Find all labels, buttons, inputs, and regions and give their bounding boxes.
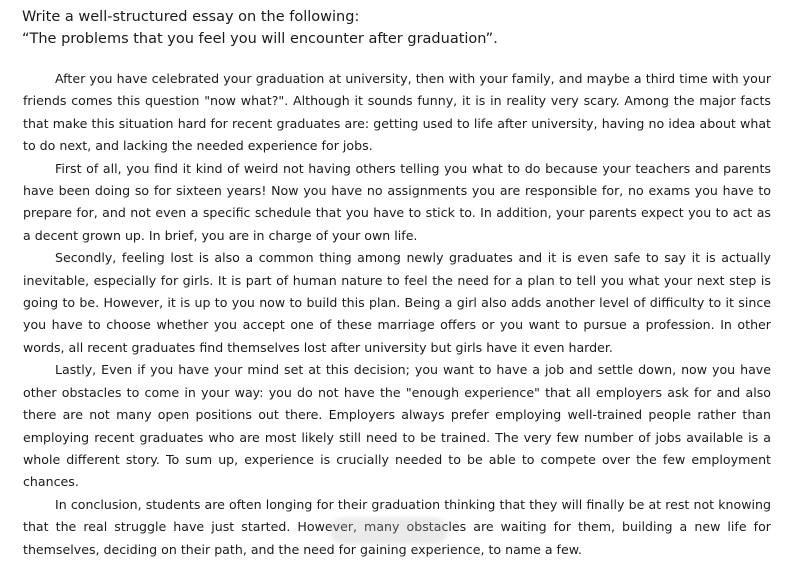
essay-prompt (22, 6, 498, 50)
essay-paragraph-intro: After you have celebrated your graduation at university, then with your family, and maybe a third time with your friends comes this question "now what?". Although it sounds funny, it is in reality very scary. Among the major facts that make this situation hard for recent graduates are: getting used to life after university, having no idea about what to do next, and lacking the needed experience for jobs. (23, 71, 771, 154)
essay-paragraph-third: Lastly, Even if you have your mind set at this decision; you want to have a job and settle down, now you have other obstacles to come in your way: you do not have the "enough experience" that all employers ask for and also there are not many open positions out there. Employers always prefer employing well-trained people rather than employing recent graduates who are most likely still need to be trained. The very few number of jobs available is a whole different story. To sum up, experience is crucially needed to be able to compete over the few employment chances. (23, 362, 771, 490)
watermark-smudge (330, 518, 448, 544)
essay-paragraph-conclusion: In conclusion, students are often longing for their graduation thinking that they will finally be at rest not knowing that the real struggle have just started. However, many obstacles are waiting for them, building a new life for themselves, deciding on their path, and the need for gaining experience, to name a few. (23, 496, 771, 557)
prompt-instruction: Write a well-structured essay on the following: (22, 9, 360, 25)
essay-body (23, 68, 771, 561)
essay-paragraph-second: Secondly, feeling lost is also a common thing among newly graduates and it is even safe to say it is actually inevitable, especially for girls. It is part of human nature to feel the need for a plan to tell you what your next step is going to be. However, it is up to you now to build this plan. Being a girl also adds another level of difficulty to it since you have to choose whether you accept one of these marriage offers or you want to pursue a profession. In other words, all recent graduates find themselves lost after university but girls have it even harder. (23, 250, 771, 355)
prompt-topic: “The problems that you feel you will encounter after graduation”. (22, 31, 498, 47)
essay-paragraph-first: First of all, you find it kind of weird not having others telling you what to do because your teachers and parents have been doing so for sixteen years! Now you have no assignments you are responsible for, no exams you have to prepare for, and not even a specific schedule that you have to stick to. In addition, your parents expect you to act as a decent grown up. In brief, you are in charge of your own life. (23, 160, 771, 243)
